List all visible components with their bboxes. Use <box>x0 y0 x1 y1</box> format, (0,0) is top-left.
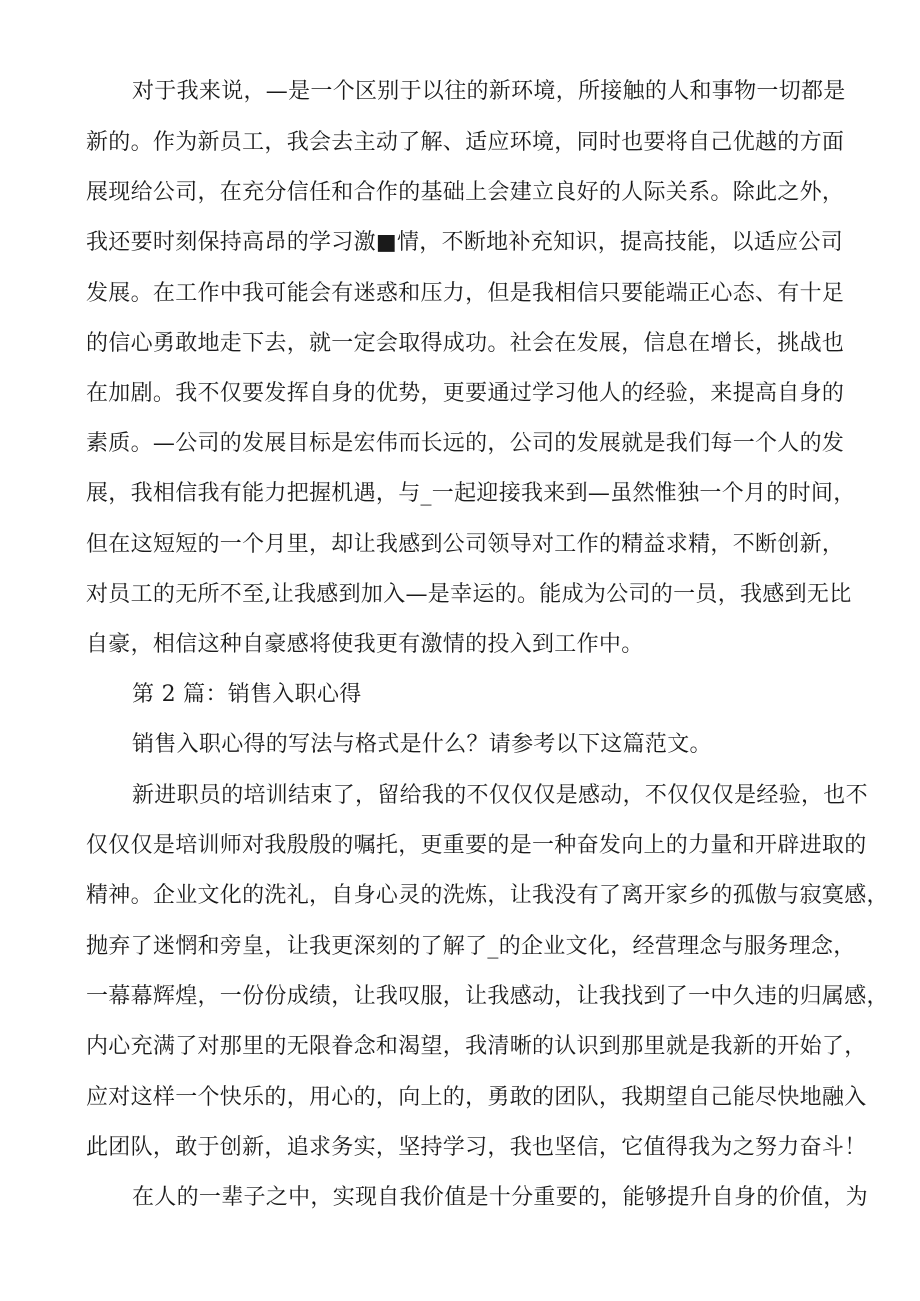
paragraph-1-line-6: 的信心勇敢地走下去，就一定会取得成功。社会在发展，信息在增长，挑战也 <box>86 331 845 356</box>
paragraph-2-line-6: 内心充满了对那里的无限眷念和渴望，我清晰的认识到那里就是我新的开始了， <box>86 1034 867 1059</box>
paragraph-1-line-3: 展现给公司，在充分信任和合作的基础上会建立良好的人际关系。除此之外， <box>86 180 845 205</box>
paragraph-1-line-4: 我还要时刻保持高昂的学习激■情，不断地补充知识，提高技能，以适应公司 <box>86 230 843 255</box>
paragraph-2-line-1: 新进职员的培训结束了，留给我的不仅仅仅是感动，不仅仅仅是经验，也不 <box>132 783 868 808</box>
paragraph-1-line-9: 展，我相信我有能力把握机遇，与_一起迎接我来到—虽然惟独一个月的时间， <box>86 481 856 506</box>
paragraph-1-line-5: 发展。在工作中我可能会有迷惑和压力，但是我相信只要能端正心态、有十足 <box>86 281 845 306</box>
paragraph-1-line-10: 但在这短短的一个月里，却让我感到公司领导对工作的精益求精，不断创新， <box>86 532 845 557</box>
paragraph-1-line-2: 新的。作为新员工，我会去主动了解、适应环境，同时也要将自己优越的方面 <box>86 130 845 155</box>
paragraph-1-line-7: 在加剧。我不仅要发挥自身的优势，更要通过学习他人的经验，来提高自身的 <box>86 381 845 406</box>
paragraph-1-line-12: 自豪，相信这种自豪感将使我更有激情的投入到工作中。 <box>86 632 644 657</box>
paragraph-2-line-7: 应对这样一个快乐的，用心的，向上的，勇敢的团队，我期望自己能尽快地融入 <box>86 1085 867 1110</box>
paragraph-2-line-4: 抛弃了迷惘和旁皇，让我更深刻的了解了_的企业文化，经营理念与服务理念， <box>86 934 856 959</box>
paragraph-2-line-5: 一幕幕辉煌，一份份成绩，让我叹服，让我感动，让我找到了一中久违的归属感， <box>86 984 889 1009</box>
section-intro: 销售入职心得的写法与格式是什么？请参考以下这篇范文。 <box>132 732 712 757</box>
paragraph-1-line-8: 素质。—公司的发展目标是宏伟而长远的，公司的发展就是我们每一个人的发 <box>86 431 845 456</box>
paragraph-3-line-1: 在人的一辈子之中，实现自我价值是十分重要的，能够提升自身的价值，为 <box>132 1185 868 1210</box>
paragraph-1-line-1: 对于我来说，—是一个区别于以往的新环境，所接触的人和事物一切都是 <box>132 79 846 104</box>
paragraph-2-line-3: 精神。企业文化的洗礼，自身心灵的洗炼，让我没有了离开家乡的孤傲与寂寞感， <box>86 883 889 908</box>
paragraph-2-line-2: 仅仅仅是培训师对我殷殷的嘱托，更重要的是一种奋发向上的力量和开辟进取的 <box>86 833 867 858</box>
paragraph-1-line-11: 对员工的无所不至,让我感到加入—是幸运的。能成为公司的一员，我感到无比 <box>86 582 852 607</box>
paragraph-2-line-8: 此团队，敢于创新，追求务实，坚持学习，我也坚信，它值得我为之努力奋斗！ <box>86 1135 867 1160</box>
section-heading: 第 2 篇：销售入职心得 <box>132 682 362 707</box>
